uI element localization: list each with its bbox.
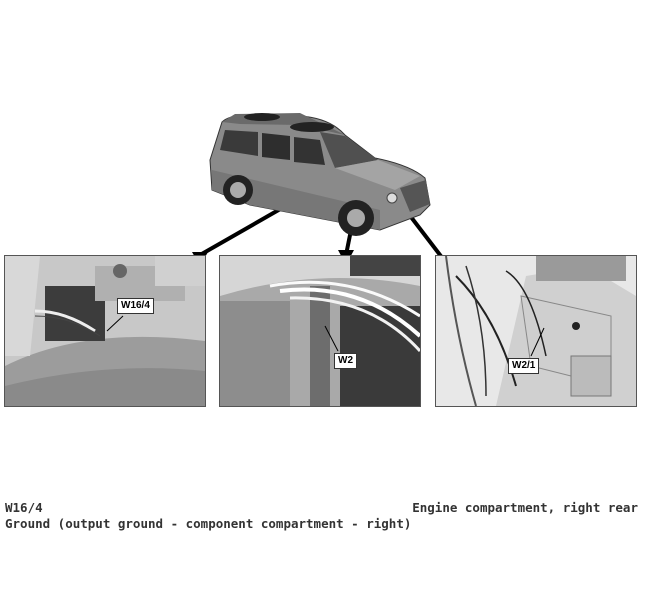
detail-panel-engine-compartment-right-rear — [435, 255, 637, 407]
component-location: Engine compartment, right rear — [412, 500, 638, 515]
component-caption — [5, 500, 425, 532]
component-code: W16/4 — [5, 500, 43, 515]
detail-panel-component-compartment — [4, 255, 206, 407]
callout-w16-4: W16/4 — [117, 298, 154, 314]
detail-panel-engine-compartment-middle — [219, 255, 421, 407]
component-description: Ground (output ground - component compartment - right) — [5, 516, 412, 531]
suv-body — [210, 113, 430, 236]
callout-w2-1: W2/1 — [508, 358, 539, 374]
location-caption — [408, 500, 638, 516]
callout-w2: W2 — [334, 353, 357, 369]
